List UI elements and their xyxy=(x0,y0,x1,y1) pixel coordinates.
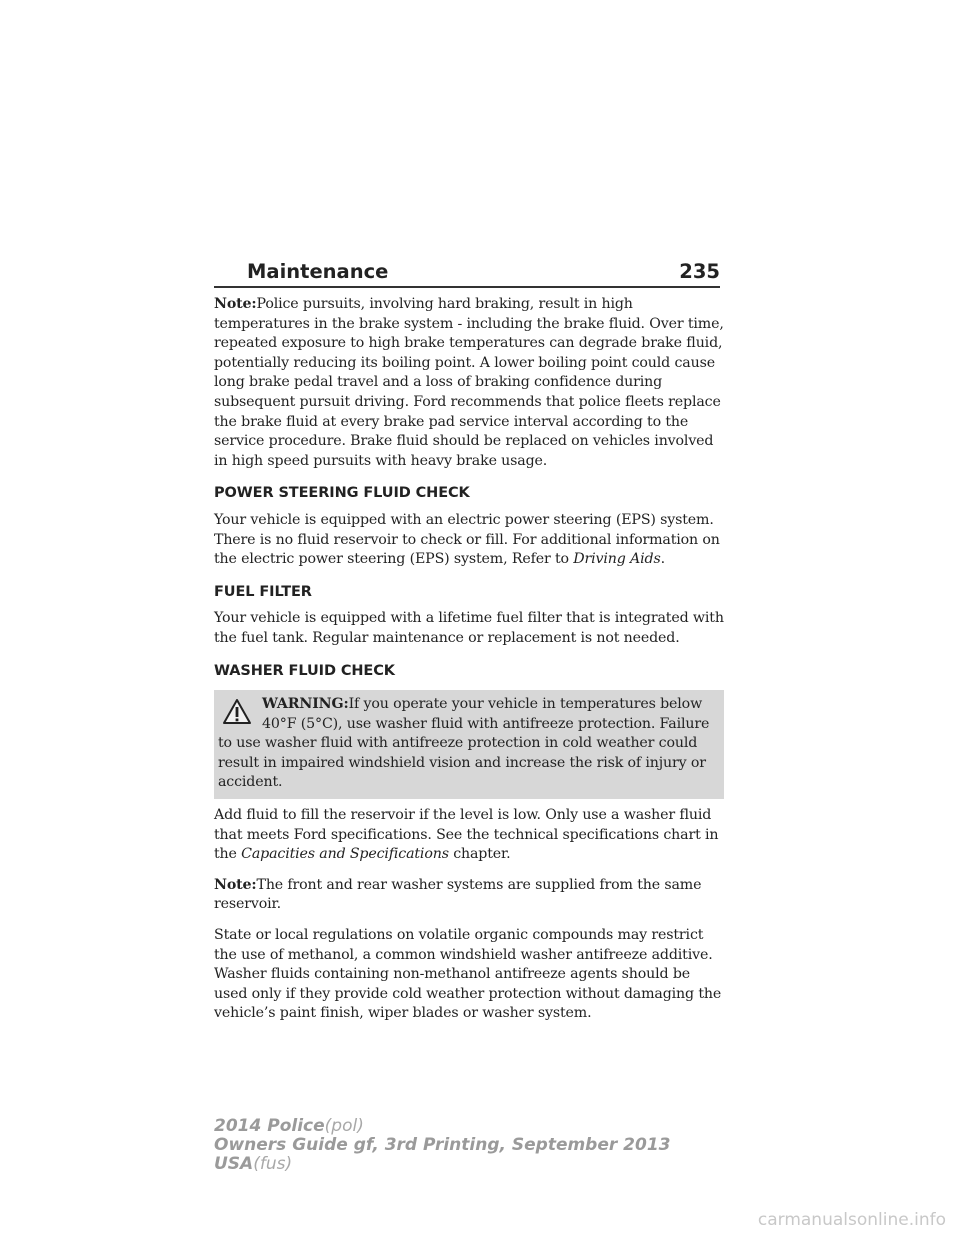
note-text: Police pursuits, involving hard braking, result in high temperatures in the brake system - including the brake fluid. Over time, repeated exposure to high brake temperatures can degrade brake fluid, potentially reducing its boiling point. A lower boiling point could cause long brake pedal travel and a loss of braking confidence during subsequent pursuit driving. Ford recommends that police fleets replace the brake fluid at every brake pad service interval according to the service procedure. Brake fluid should be replaced on vehicles involved in high speed pursuits with heavy brake usage. xyxy=(214,296,724,469)
footer-line-1: 2014 Police(pol) xyxy=(214,1116,364,1136)
washer-note-label: Note: xyxy=(214,876,257,893)
regulations-text: State or local regulations on volatile organic compounds may restrict the use of methanol, a common windshield washer antifreeze additive. Washer fluids containing non-methanol antifreeze agents should be used only if they provide cold weather protection without damaging the vehicle’s paint finish, wiper blades or washer system. xyxy=(214,927,722,1022)
page-number: 235 xyxy=(679,260,720,283)
warning-line-1: WARNING:If you operate your vehicle in temperatures below xyxy=(262,696,703,713)
power-steering-text: Your vehicle is equipped with an electric power steering (EPS) system. There is no fluid reservoir to check or fill. For additional information on the electric power steering (EPS) system, Refer to Driving Aids. xyxy=(214,511,720,568)
page-footer xyxy=(214,1117,714,1174)
warning-rest: to use washer fluid with antifreeze protection in cold weather could result in impaired windshield vision and increase the risk of injury or accident. xyxy=(218,735,706,791)
washer-fill-text: Add fluid to fill the reservoir if the level is low. Only use a washer fluid that meets Ford specifications. See the technical specifications chart in the Capacities and Specifications chapter. xyxy=(214,807,719,863)
fuel-filter-text: Your vehicle is equipped with a lifetime fuel filter that is integrated with the fuel tank. Regular maintenance or replacement is not needed. xyxy=(214,610,724,646)
warning-line-2: 40°F (5°C), use washer fluid with antifreeze protection. Failure xyxy=(262,715,710,732)
washer-note: Note:The front and rear washer systems are supplied from the same reservoir. xyxy=(214,876,702,913)
washer-heading: WASHER FLUID CHECK xyxy=(214,662,395,679)
section-title: Maintenance xyxy=(247,260,389,283)
watermark: carmanualsonline.info xyxy=(757,1210,946,1230)
note-label: Note: xyxy=(214,296,257,312)
brake-note xyxy=(214,295,724,471)
capacities-ref: Capacities and Specifications xyxy=(241,846,449,863)
footer-line-2: Owners Guide gf, 3rd Printing, September 2013 xyxy=(214,1135,671,1155)
page-header xyxy=(214,254,720,288)
page-content xyxy=(214,295,724,1035)
fuel-filter-heading: FUEL FILTER xyxy=(214,583,312,600)
warning-box xyxy=(214,690,724,799)
power-steering-heading: POWER STEERING FLUID CHECK xyxy=(214,485,470,502)
footer-line-3: USA(fus) xyxy=(214,1154,293,1174)
driving-aids-ref: Driving Aids xyxy=(573,551,661,568)
warning-label: WARNING: xyxy=(262,696,349,713)
warning-triangle-icon xyxy=(222,698,252,725)
